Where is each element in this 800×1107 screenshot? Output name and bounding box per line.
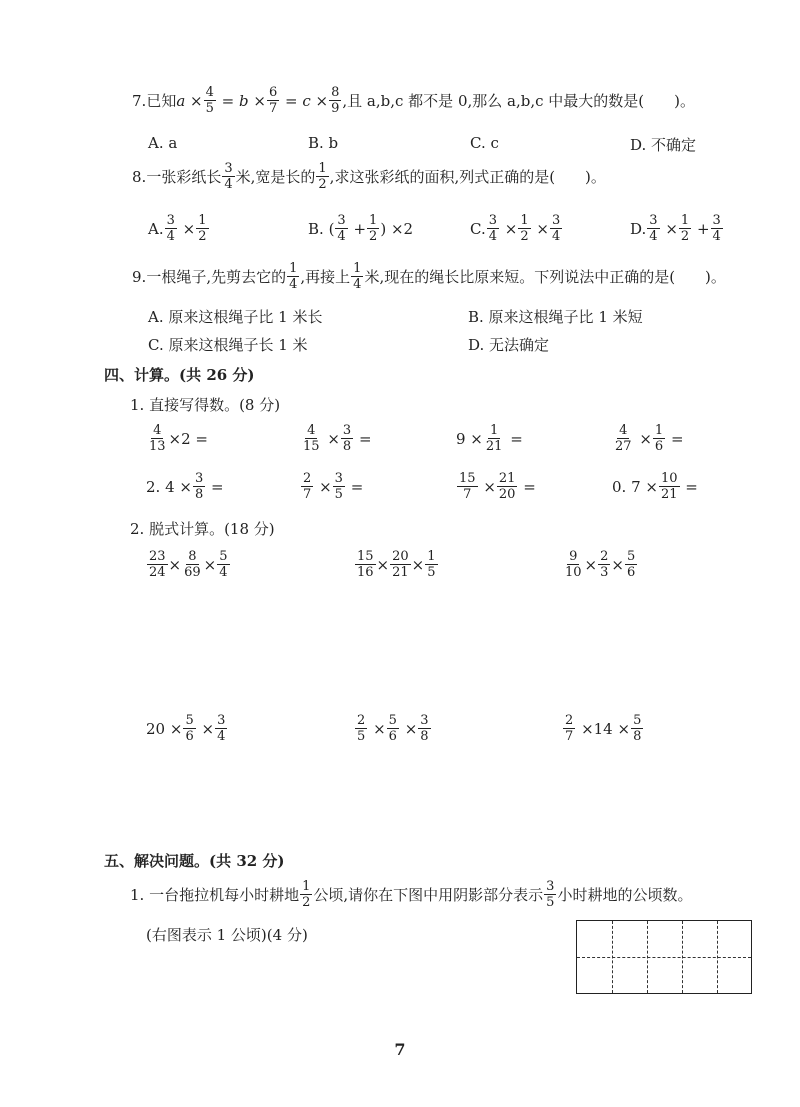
page-number: 7 — [394, 1040, 406, 1059]
fraction: $\frac{1}{4}$ — [289, 261, 298, 292]
q9-text: 米,现在的绳长比原来短。下列说法中正确的是( )。 — [364, 268, 726, 286]
q7-option-c: C. c — [470, 134, 499, 152]
section4-sub1: 1. 直接写得数。(8 分) — [130, 396, 281, 414]
fraction: $\frac{1}{4}$ — [353, 261, 362, 292]
section5-q1-note: (右图表示 1 公顷)(4 分) — [146, 926, 308, 944]
section5-title: 五、解决问题。(共 32 分) — [104, 852, 285, 870]
direct-calc-item: $\frac{2}{7}$ × $\frac{3}{5}$ = — [303, 471, 364, 502]
fraction: $\frac{4}{5}$ — [205, 85, 214, 116]
q9-number: 9. — [132, 267, 147, 286]
q7-lead: 已知 — [146, 92, 177, 110]
q8-option-d: D. $\frac{3}{4}$ × $\frac{1}{2}$ + $\frac{3}{4}$ — [630, 213, 721, 244]
var-a: a — [176, 91, 186, 110]
step-calc-item: $\frac{2}{5}$ × $\frac{5}{6}$ × $\frac{3}{8}$ — [357, 713, 429, 744]
fraction: $\frac{1}{2}$ — [318, 161, 327, 192]
var-c: c — [302, 91, 311, 110]
q9-text: ,再接上 — [300, 268, 351, 286]
q7-option-d: D. 不确定 — [630, 136, 697, 154]
section4-sub2: 2. 脱式计算。(18 分) — [130, 520, 275, 538]
q9-stem — [132, 262, 726, 291]
step-calc-item: $\frac{15}{16}$ × $\frac{20}{21}$ × $\frac{1}{5}$ — [357, 549, 436, 580]
q9-option-d: D. 无法确定 — [468, 336, 550, 354]
grid-divider — [577, 957, 751, 958]
q8-stem — [132, 162, 606, 191]
q8-option-c: C. $\frac{3}{4}$ × $\frac{1}{2}$ × $\frac{3}{4}$ — [470, 213, 561, 244]
hectare-grid[interactable] — [576, 920, 752, 994]
q9-option-a: A. 原来这根绳子比 1 米长 — [148, 308, 323, 326]
direct-calc-item: 0. 7 × $\frac{10}{21}$ = — [612, 471, 698, 502]
direct-calc-item: $\frac{15}{7}$ × $\frac{21}{20}$ = — [459, 471, 536, 502]
step-calc-item: $\frac{2}{7}$ ×14 × $\frac{5}{8}$ — [565, 713, 642, 744]
q7-stem: 7. 已知 a × $\frac{4}{5}$ = b × $\frac{6}{7}$ = c × $\frac{8}{9}$ ,且 a,b,c 都不是 0,那么 a,b,c 中最大的数是( )。 — [132, 85, 695, 116]
fraction: $\frac{8}{9}$ — [331, 85, 340, 116]
fraction: $\frac{3}{4}$ — [224, 161, 233, 192]
q8-number: 8. — [132, 167, 147, 186]
q8-option-a: A. $\frac{3}{4}$ × $\frac{1}{2}$ — [148, 213, 207, 244]
q7-tail: ,且 a,b,c 都不是 0,那么 a,b,c 中最大的数是( )。 — [342, 92, 695, 110]
step-calc-item: 20 × $\frac{5}{6}$ × $\frac{3}{4}$ — [146, 713, 226, 744]
q8-text: 一张彩纸长 — [146, 168, 222, 186]
section5-q1-stem: 1. 一台拖拉机每小时耕地 $\frac{1}{2}$ 公顷,请你在下图中用阴影部分表示 $\frac{3}{5}$ 小时耕地的公顷数。 — [130, 879, 693, 910]
q7-option-a: A. a — [148, 134, 178, 152]
step-calc-item: $\frac{23}{24}$ × $\frac{8}{69}$ × $\frac{5}{4}$ — [149, 549, 228, 580]
q8-text: 米,宽是长的 — [235, 168, 316, 186]
direct-calc-item: $\frac{4}{13}$ ×2 = — [149, 423, 208, 454]
direct-calc-item: $\frac{4}{15}$ × $\frac{3}{8}$ = — [303, 423, 372, 454]
q8-option-b: B. ( $\frac{3}{4}$ + $\frac{1}{2}$ ) ×2 — [308, 213, 414, 244]
section4-title: 四、计算。(共 26 分) — [104, 366, 255, 384]
direct-calc-item: $\frac{4}{27}$ × $\frac{1}{6}$ = — [615, 423, 684, 454]
step-calc-item: $\frac{9}{10}$ × $\frac{2}{3}$ × $\frac{5}{6}$ — [565, 549, 636, 580]
direct-calc-item: 9 × $\frac{1}{21}$ = — [456, 423, 523, 454]
q7-option-b: B. b — [308, 134, 339, 152]
q9-text: 一根绳子,先剪去它的 — [146, 268, 287, 286]
q9-option-c: C. 原来这根绳子长 1 米 — [148, 336, 308, 354]
direct-calc-item: 2. 4 × $\frac{3}{8}$ = — [146, 471, 224, 502]
var-b: b — [239, 91, 249, 110]
q7-number: 7. — [132, 91, 147, 110]
q9-option-b: B. 原来这根绳子比 1 米短 — [468, 308, 643, 326]
q8-text: ,求这张彩纸的面积,列式正确的是( )。 — [329, 168, 606, 186]
fraction: $\frac{6}{7}$ — [268, 85, 278, 116]
